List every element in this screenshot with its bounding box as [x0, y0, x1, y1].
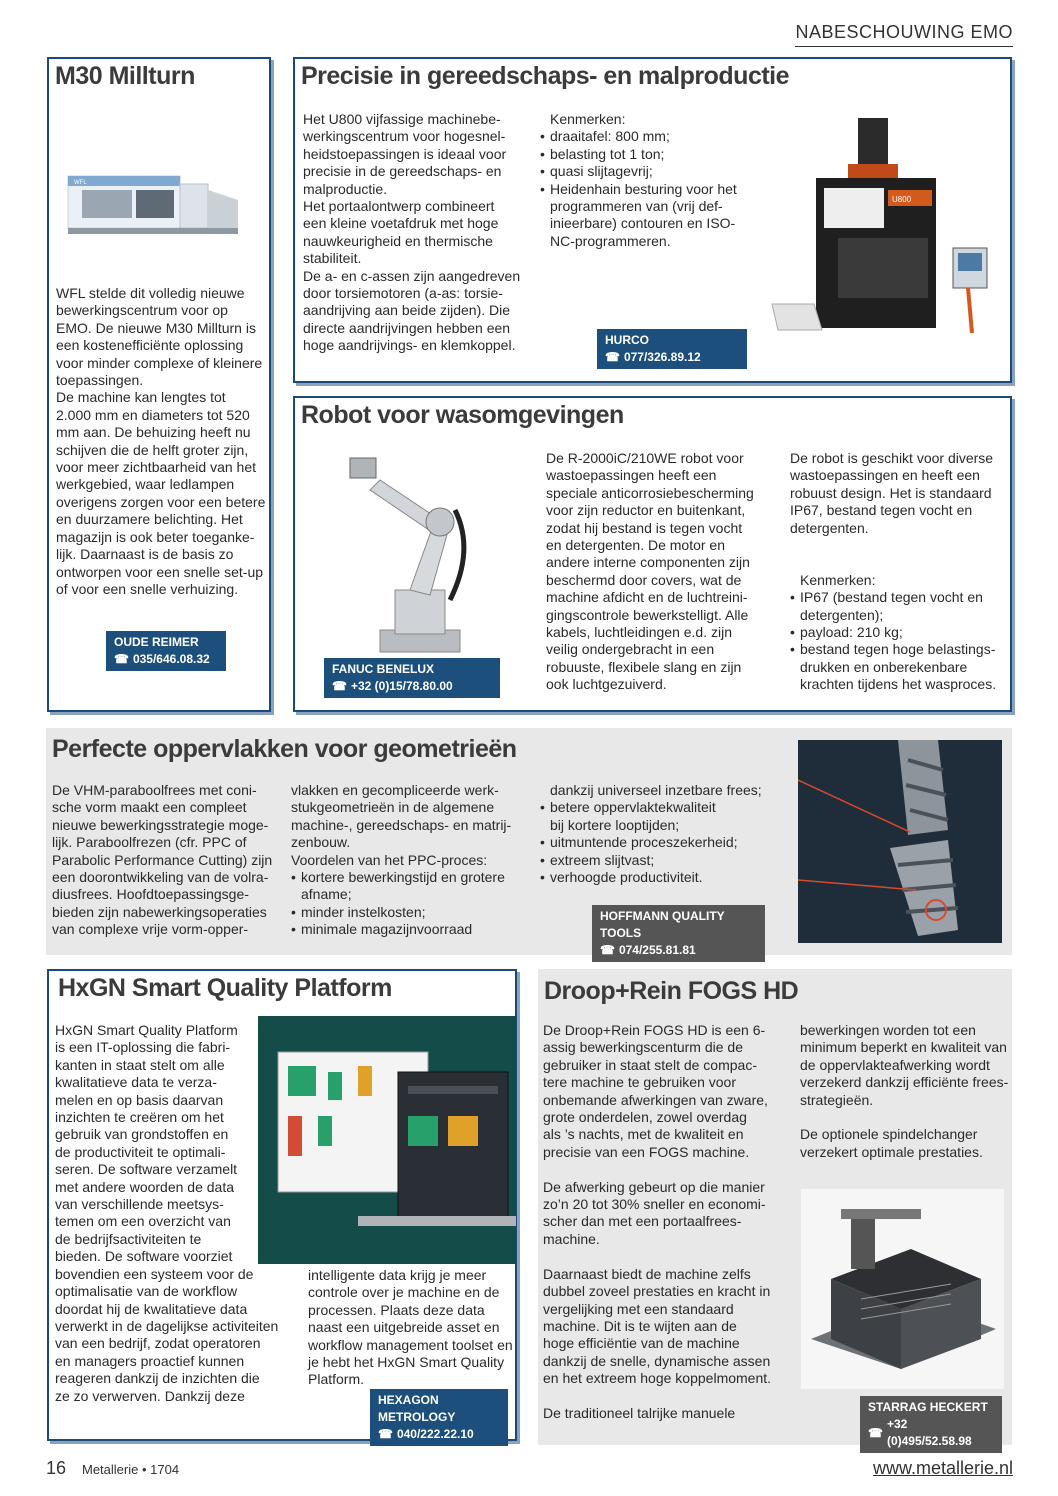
text-line: of voor een snelle verhuizing. [56, 580, 239, 597]
text-line: De traditioneel talrijke manuele [543, 1404, 736, 1421]
text-line: aandrijving aan beide zijden). Die [303, 302, 511, 319]
text-line: programmeren van (vrij def- [550, 198, 723, 215]
text-line: De robot is geschikt voor diverse [790, 450, 994, 466]
text-line: temen om een overzicht van [55, 1213, 231, 1230]
phone-icon: ☎ [332, 679, 347, 693]
text-line: machine. Dit is te wijten aan de [543, 1317, 737, 1334]
text-line: stukgeometrieën in de algemene [291, 799, 495, 816]
text-line: • minder instelkosten; [291, 904, 531, 921]
hxgn-dashboard-image [258, 1016, 516, 1264]
text-line: nauwkeurigheid en thermische [303, 232, 493, 249]
contact-name: FANUC BENELUX [332, 662, 435, 676]
text-line: voor zijn reductor en buitenkant, [546, 502, 746, 519]
text-line: EMO. De nieuwe M30 Millturn is [56, 319, 256, 336]
text-line: lijk. Paraboolfrezen (cfr. PPC of [52, 834, 247, 851]
text-line: sche vorm maakt een compleet [52, 799, 247, 816]
perfecte-col3 [540, 782, 780, 886]
text-line: werkingscentrum voor hogesnel- [303, 128, 506, 145]
page-number: 16 [46, 1458, 67, 1478]
parabolic-cutter-image [798, 740, 1002, 943]
m30-title: M30 Millturn [55, 62, 195, 90]
text-line: grote onderdelen, zowel overdag [543, 1109, 747, 1126]
text-line: door torsiemotoren (a-as: torsie- [303, 285, 503, 302]
contact-name: HEXAGON METROLOGY [378, 1393, 456, 1424]
perfecte-col2 [291, 782, 531, 939]
text-line: • IP67 (bestand tegen vocht en [790, 589, 1005, 606]
droop-contact [860, 1396, 1002, 1453]
text-line: • quasi slijtagevrij; [540, 163, 760, 180]
text-line: • betere oppervlaktekwaliteit [540, 799, 780, 816]
contact-phone: +32 (0)495/52.58.98 [886, 1417, 972, 1448]
phone-icon: ☎ [378, 1427, 393, 1441]
text-line: detergenten. [790, 519, 869, 536]
spacer [790, 554, 1005, 571]
text-line: met andere woorden de data [55, 1178, 235, 1195]
text-line: machine afdicht en de luchtreini- [546, 589, 748, 606]
text-line: speciale anticorrosiebescherming [546, 484, 754, 501]
text-line: machine-, gereedschaps- en matrij- [291, 816, 512, 833]
text-line: • Heidenhain besturing voor het [540, 181, 760, 198]
phone-icon: ☎ [605, 350, 620, 364]
text-line: precisie van een FOGS machine. [543, 1143, 750, 1160]
text-line: robuuste, flexibele slang en zijn [546, 658, 742, 675]
text-line: en detergenten. De motor en [546, 537, 726, 554]
text-line: stabiliteit. [303, 250, 362, 267]
precisie-features [540, 111, 760, 250]
text-line: toepassingen. [56, 372, 144, 389]
text-line: De optionele spindelchanger [800, 1126, 978, 1143]
text-line [543, 1388, 783, 1405]
text-line: • minimale magazijnvoorraad [291, 921, 531, 938]
text-line: assig bewerkingscenturm die de [543, 1039, 743, 1056]
text-line: zenbouw. [291, 834, 351, 851]
contact-phone: +32 (0)15/78.80.00 [350, 679, 453, 693]
text-line: mm aan. De behuizing heeft nu [56, 424, 251, 441]
text-line: optimalisatie van de workflow [55, 1283, 238, 1300]
text-line: andere interne componenten zijn [546, 554, 750, 571]
text-line: Parabolic Performance Cutting) zijn [52, 851, 273, 868]
text-line: schijven die de helft groter zijn, [56, 441, 249, 458]
text-line: doordat hij de kwalitatieve data [55, 1300, 248, 1317]
text-line: ontworpen voor een snelle set-up [56, 563, 264, 580]
contact-phone: 040/222.22.10 [396, 1427, 474, 1441]
text-line: lijk. Daarnaast is de basis zo [56, 546, 234, 563]
contact-name: STARRAG HECKERT [868, 1400, 988, 1414]
text-line: kabels, luchtleidingen e.d. zijn [546, 624, 733, 641]
text-line: HxGN Smart Quality Platform [55, 1022, 238, 1038]
text-line: van een bedrijf, zodat operatoren [55, 1335, 261, 1352]
text-line: gebruiker in staat stelt de compac- [543, 1056, 757, 1073]
droop-col2 [800, 1022, 1012, 1161]
features-heading: Kenmerken: [800, 571, 876, 588]
text-line: robuust design. Het is standaard [790, 484, 992, 501]
hxgn-title: HxGN Smart Quality Platform [58, 974, 392, 1002]
text-line: bewerkingscentrum voor op [56, 302, 228, 319]
text-line: vlakken en gecompliceerde werk- [291, 782, 499, 798]
text-line: kanten in staat stelt om alle [55, 1056, 225, 1073]
text-line: hoge efficiëntie van de machine [543, 1335, 740, 1352]
text-line: directe aandrijvingen hebben een [303, 319, 511, 336]
robot-arm-image [340, 450, 480, 660]
contact-phone: 074/255.81.81 [618, 943, 696, 957]
text-line: detergenten); [800, 606, 884, 623]
text-line: bovendien een systeem voor de [55, 1265, 254, 1282]
text-line: wastoepassingen en heeft een [790, 467, 980, 484]
text-line: bieden. De software voorziet [55, 1248, 233, 1265]
m30-machine-image [62, 160, 242, 242]
text-line: dubbel zoveel prestaties en kracht in [543, 1283, 771, 1300]
text-line [800, 1109, 1012, 1126]
text-line: scher dan met een portaalfrees- [543, 1213, 742, 1230]
text-line: De VHM-paraboolfrees met coni- [52, 782, 257, 798]
text-line: reageren dankzij de inzichten die [55, 1370, 260, 1387]
text-line: wastoepassingen heeft een [546, 467, 717, 484]
text-line: een kleine voetafdruk met hoge [303, 215, 499, 232]
perfecte-col1 [52, 782, 282, 939]
contact-phone: 035/646.08.32 [132, 652, 210, 666]
text-line: NC-programmeren. [550, 232, 671, 249]
text-line: De Droop+Rein FOGS HD is een 6- [543, 1022, 766, 1038]
text-line: Daarnaast biedt de machine zelfs [543, 1265, 751, 1282]
text-line: precisie in de gereedschaps- en [303, 163, 502, 180]
phone-icon: ☎ [868, 1425, 883, 1440]
text-line: strategieën. [800, 1091, 874, 1108]
contact-name: HURCO [605, 333, 649, 347]
section-header: NABESCHOUWING EMO [795, 22, 1013, 47]
u800-label: U800 [892, 195, 912, 204]
text-line: onbemande afwerkingen van zware, [543, 1091, 768, 1108]
text-line: krachten tijdens het wasproces. [800, 676, 997, 693]
contact-phone: 077/326.89.12 [623, 350, 701, 364]
text-line: WFL stelde dit volledig nieuwe [56, 285, 245, 301]
text-line: gingscontrole bewerkstelligt. Alle [546, 606, 749, 623]
text-line: verwerkt in de dagelijkse activiteiten [55, 1317, 279, 1334]
text-line: zodat hij bestand is tegen vocht [546, 519, 743, 536]
text-line: kwalitatieve data te verza- [55, 1074, 217, 1091]
text-line: minimum beperkt en kwaliteit van [800, 1039, 1007, 1056]
text-line: inieerbare) contouren en ISO- [550, 215, 736, 232]
phone-icon: ☎ [114, 652, 129, 666]
robot-title: Robot voor wasomgevingen [301, 401, 624, 429]
text-line: en het extreem hoge koppelmoment. [543, 1370, 772, 1387]
contact-name: OUDE REIMER [114, 635, 199, 649]
text-line: voor meer zichtbaarheid van het [56, 459, 256, 476]
text-line: een doorontwikkeling van de volra- [52, 869, 269, 886]
droop-title: Droop+Rein FOGS HD [544, 977, 799, 1005]
text-line: van verschillende meetsys- [55, 1196, 224, 1213]
text-line: bieden zijn nabewerkingsoperaties [52, 903, 267, 920]
text-line: Het U800 vijfassige machinebe- [303, 111, 501, 127]
text-line: overigens zorgen voor een betere [56, 493, 266, 510]
droop-col1 [543, 1022, 783, 1422]
text-line: verzekert optimale prestaties. [800, 1143, 983, 1160]
perfecte-contact [592, 905, 765, 962]
text-line: vergelijking met een standaard [543, 1300, 734, 1317]
text-line: Het portaalontwerp combineert [303, 198, 495, 215]
text-line: een kostenefficiënte oplossing [56, 337, 244, 354]
text-line: nieuwe bewerkingsstrategie moge- [52, 816, 269, 833]
text-line: en duurzamere belichting. Het [56, 511, 243, 528]
m30-body [56, 285, 268, 598]
text-line: • draaitafel: 800 mm; [540, 128, 760, 145]
perfecte-title: Perfecte oppervlakken voor geometrieën [52, 735, 517, 763]
text-line: heidstoepassingen is ideaal voor [303, 145, 507, 162]
text-line: bij kortere looptijden; [550, 816, 680, 833]
text-line: De a- en c-assen zijn aangedreven [303, 267, 521, 284]
text-line: De machine kan lengtes tot [56, 389, 226, 406]
u800-machine-image [768, 108, 1000, 340]
text-line: dankzij universeel inzetbare frees; [550, 782, 762, 798]
text-line: werkgebied, waar ledlampen [56, 476, 235, 493]
text-line: IP67, bestand tegen vocht en [790, 502, 973, 519]
text-line: drukken en onberekenbare [800, 658, 968, 675]
precisie-body [303, 111, 533, 355]
text-line: als ’s nachts, met de kwaliteit en [543, 1126, 744, 1143]
text-line: gebruik van grondstoffen en [55, 1126, 229, 1143]
text-line: magazijn is ook beter toeganke- [56, 528, 255, 545]
text-line: de productiviteit te optimali- [55, 1143, 226, 1160]
text-line: en managers proactief kunnen [55, 1352, 245, 1369]
text-line: • extreem slijtvast; [540, 852, 780, 869]
text-line: is een IT-oplossing die fabri- [55, 1039, 231, 1056]
text-line: De afwerking gebeurt op die manier [543, 1178, 765, 1195]
robot-col2 [790, 450, 1005, 694]
text-line: workflow management toolset en [308, 1336, 513, 1353]
precisie-contact [597, 329, 747, 369]
phone-icon: ☎ [600, 943, 615, 957]
text-line: 2.000 mm en diameters tot 520 [56, 406, 250, 423]
text-line: tere machine te gebruiken voor [543, 1074, 736, 1091]
text-line: machine. [543, 1230, 600, 1247]
text-line: • payload: 210 kg; [790, 624, 1005, 641]
text-line: • bestand tegen hoge belastings- [790, 641, 1005, 658]
m30-contact [106, 631, 226, 671]
hxgn-contact [370, 1389, 508, 1446]
text-line: controle over je machine en de [308, 1284, 500, 1301]
text-line: hoge aandrijvings- en klemkoppel. [303, 337, 516, 354]
text-line: intelligente data krijg je meer [308, 1267, 487, 1283]
text-line: naast een uitgebreide asset en [308, 1319, 500, 1336]
text-line: verzekerd dankzij efficiënte frees- [800, 1074, 1009, 1091]
text-line: bewerkingen worden tot een [800, 1022, 976, 1038]
text-line: Voordelen van het PPC-proces: [291, 851, 488, 868]
text-line: melen en op basis daarvan [55, 1091, 224, 1108]
svg-text:WFL: WFL [74, 180, 87, 186]
fogs-machine-image [801, 1189, 1004, 1389]
spacer [790, 537, 1005, 554]
text-line: • belasting tot 1 ton; [540, 146, 760, 163]
text-line: diusfrees. Hoofdtoepassingsge- [52, 886, 249, 903]
text-line: processen. Plaats deze data [308, 1301, 485, 1318]
contact-name: HOFFMANN QUALITY TOOLS [600, 909, 725, 940]
robot-contact [324, 658, 500, 698]
precisie-title: Precisie in gereedschaps- en malproductie [301, 62, 790, 90]
robot-col1 [546, 450, 776, 694]
text-line: • kortere bewerkingstijd en grotere [291, 869, 531, 886]
text-line: inzichten te creëren om het [55, 1109, 224, 1126]
text-line [543, 1248, 783, 1265]
text-line: Platform. [308, 1371, 365, 1388]
text-line: ze zo verwerven. Dankzij deze [55, 1387, 245, 1404]
text-line: • uitmuntende proceszekerheid; [540, 834, 780, 851]
text-line: afname; [301, 886, 352, 903]
text-line: veilig ondergebracht in een [546, 641, 715, 658]
text-line: de bedrijfsactiviteiten te [55, 1230, 202, 1247]
text-line: voor minder complexe of kleinere [56, 354, 263, 371]
text-line: dankzij de snelle, dynamische assen [543, 1352, 771, 1369]
text-line: De R-2000iC/210WE robot voor [546, 450, 744, 466]
text-line: de oppervlakteafwerking wordt [800, 1056, 990, 1073]
hxgn-col2 [308, 1267, 518, 1389]
text-line: seren. De software verzamelt [55, 1161, 238, 1178]
features-heading: Kenmerken: [550, 111, 626, 127]
text-line [543, 1161, 783, 1178]
text-line: zo’n 20 tot 30% sneller en economi- [543, 1196, 766, 1213]
text-line: van complexe vrije vorm-opper- [52, 921, 249, 938]
hxgn-col1 [55, 1022, 285, 1405]
website-link[interactable]: www.metallerie.nl [872, 1458, 1013, 1478]
text-line: • verhoogde productiviteit. [540, 869, 780, 886]
text-line: je hebt het HxGN Smart Quality [308, 1354, 505, 1371]
text-line: beschermd door covers, wat de [546, 571, 742, 588]
magazine-issue: Metallerie • 1704 [82, 1462, 180, 1477]
text-line: ook luchtgezuiverd. [546, 676, 667, 693]
text-line: malproductie. [303, 180, 388, 197]
